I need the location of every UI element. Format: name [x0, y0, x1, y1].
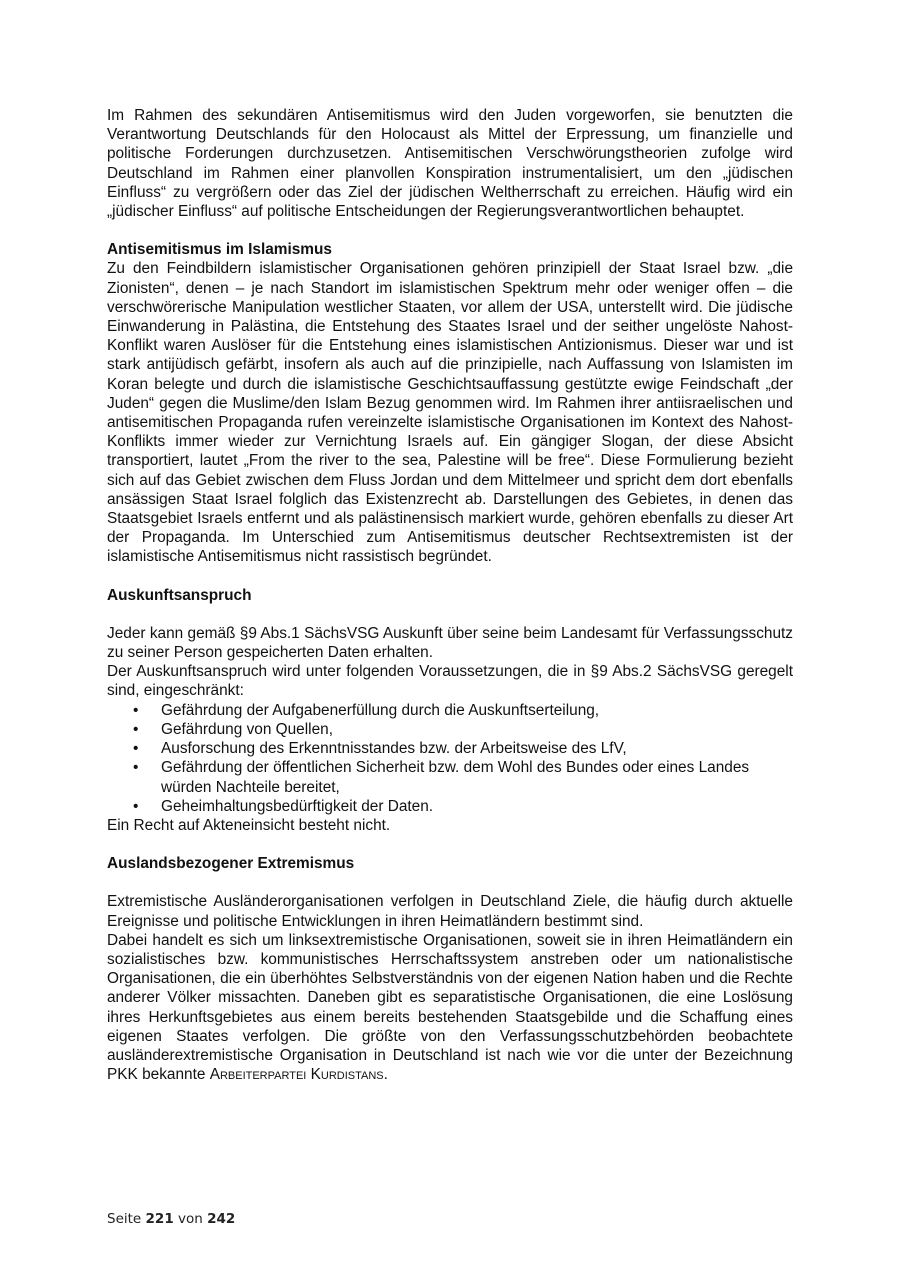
- heading-auslandsbezogener-extremismus: Auslandsbezogener Extremismus: [107, 855, 355, 873]
- list-item: • Gefährdung der öffentlichen Sicherheit bzw. dem Wohl des Bundes oder eines Landes würden Nachteile bereitet,: [161, 758, 793, 796]
- auskunft-restriction-list: [107, 701, 793, 816]
- ausland-paragraph-1: Extremistische Ausländerorganisationen verfolgen in Deutschland Ziele, die häufig durch aktuelle Ereignisse und politische Entwicklungen in ihren Heimatländern bestimmt sind.: [107, 893, 793, 930]
- spacer: [107, 567, 793, 586]
- organization-name: Arbeiterpartei Kurdistans: [209, 1066, 384, 1084]
- heading-antisemitismus-islamismus: Antisemitismus im Islamismus: [107, 241, 332, 259]
- ausland-paragraph-2-text: Dabei handelt es sich um linksextremistische Organisationen, soweit sie in ihren Heimatländern ein sozialistisches bzw. kommunistisches Herrschaftssystem anstreben oder um nationalistische Organisationen, die ein überhöhtes Selbstverständnis von der eigenen Nation haben und die Rechte anderer Völker missachten. Daneben gibt es separatistische Organisationen, die eine Loslösung ihres Herkunftsgebietes aus einem bereits bestehenden Staatsgebilde und die Schaffung eines eigenen Staates verfolgen. Die größte von den Verfassungsschutzbehörden beobachtete ausländerextremistische Organisation in Deutschland ist nach wie vor die unter der Bezeichnung PKK bekannte: [107, 931, 793, 1084]
- ausland-paragraph-2: [107, 931, 793, 1085]
- spacer: [107, 605, 793, 624]
- list-item: • Geheimhaltungsbedürftigkeit der Daten.: [161, 797, 793, 816]
- spacer: [107, 873, 793, 892]
- heading-auskunftsanspruch: Auskunftsanspruch: [107, 586, 252, 604]
- footer-prefix: Seite: [107, 1211, 142, 1227]
- spacer: [107, 835, 793, 854]
- auskunft-paragraph-1: Jeder kann gemäß §9 Abs.1 SächsVSG Auskunft über seine beim Landesamt für Verfassungsschutz zu seiner Person gespeicherten Daten erhalten.: [107, 624, 793, 662]
- auskunft-closing: Ein Recht auf Akteneinsicht besteht nicht.: [107, 816, 391, 834]
- list-item: • Gefährdung der Aufgabenerfüllung durch die Auskunftserteilung,: [161, 701, 793, 720]
- sentence-period: .: [383, 1066, 388, 1084]
- page-number: 221: [145, 1211, 174, 1227]
- intro-paragraph: Im Rahmen des sekundären Antisemitismus wird den Juden vorgeworfen, sie benutzten die Verantwortung Deutschlands für den Holocaust als Mittel der Erpressung, um finanzielle und politische Forderungen durchzusetzen. Antisemitischen Verschwörungstheorien zufolge wird Deutschland im Rahmen einer planvollen Konspiration instrumentalisiert, um den „jüdischen Einfluss“ zu vergrößern oder das Ziel der jüdischen Weltherrschaft zu erreichen. Häufig wird ein „jüdischer Einfluss“ auf politische Entscheidungen der Regierungsverantwortlichen behauptet.: [107, 107, 793, 221]
- spacer: [107, 221, 793, 240]
- page-content: [107, 106, 793, 1084]
- total-pages: 242: [207, 1211, 236, 1227]
- footer-middle: von: [178, 1211, 203, 1227]
- list-item: • Gefährdung von Quellen,: [161, 720, 793, 739]
- list-item: • Ausforschung des Erkenntnisstandes bzw. der Arbeitsweise des LfV,: [161, 739, 793, 758]
- page-footer: [107, 1211, 235, 1227]
- islamismus-paragraph: Zu den Feindbildern islamistischer Organisationen gehören prinzipiell der Staat Israel bzw. „die Zionisten“, denen – je nach Standort im islamistischen Spektrum mehr oder weniger offen – die verschwörerische Manipulation westlicher Staaten, vor allem der USA, unterstellt wird. Die jüdische Einwanderung in Palästina, die Entstehung des Staates Israel und der seither ungelöste Nahost-Konflikt waren Auslöser für die Entstehung eines islamistischen Antizionismus. Dieser war und ist stark antijüdisch gefärbt, insofern als auch auf die prinzipielle, nach Auffassung von Islamisten im Koran belegte und durch die islamistische Geschichtsauffassung gestützte ewige Feindschaft „der Juden“ gegen die Muslime/den Islam Bezug genommen wird. Im Rahmen ihrer antiisraelischen und antisemitischen Propaganda rufen vereinzelte islamistische Organisationen im Kontext des Nahost-Konflikts immer wieder zur Vernichtung Israels auf. Ein gängiger Slogan, der diese Absicht transportiert, lautet „From the river to the sea, Palestine will be free“. Diese Formulierung bezieht sich auf das Gebiet zwischen dem Fluss Jordan und dem Mittelmeer und spricht dem dort ebenfalls ansässigen Staat Israel folglich das Existenzrecht ab. Darstellungen des Gebietes, in denen das Staatsgebiet Israels entfernt und als palästinensisch markiert wurde, gehören ebenfalls zu dieser Art der Propaganda. Im Unterschied zum Antisemitismus deutscher Rechtsextremisten ist der islamistische Antisemitismus nicht rassistisch begründet.: [107, 260, 793, 566]
- auskunft-paragraph-2: Der Auskunftsanspruch wird unter folgenden Voraussetzungen, die in §9 Abs.2 SächsVSG geregelt sind, eingeschränkt:: [107, 663, 793, 700]
